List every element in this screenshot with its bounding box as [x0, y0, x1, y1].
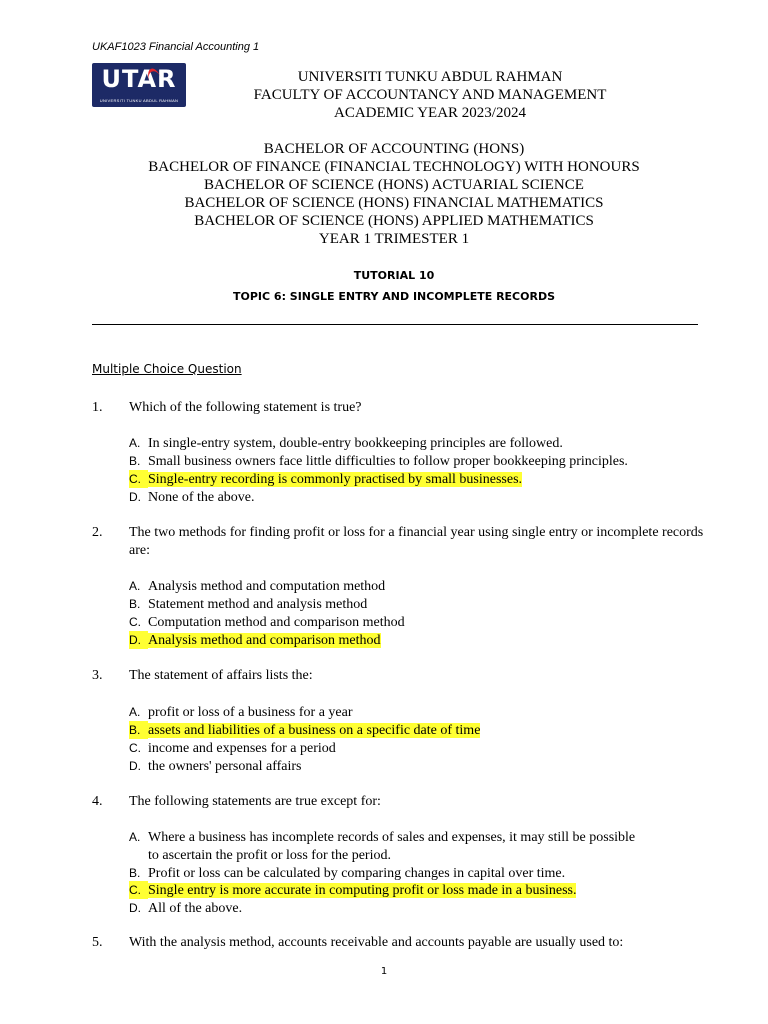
academic-year: ACADEMIC YEAR 2023/2024 [334, 105, 526, 121]
option-text: Analysis method and computation method [148, 579, 386, 594]
answer-option [129, 488, 704, 507]
year-trimester: YEAR 1 TRIMESTER 1 [318, 231, 470, 247]
option-text: Statement method and analysis method [148, 597, 368, 612]
programme-line: BACHELOR OF SCIENCE (HONS) ACTUARIAL SCIENCE [204, 177, 584, 193]
tutorial-title: TUTORIAL 10 [353, 269, 435, 282]
option-text: None of the above. [148, 490, 255, 505]
option-letter: A. [129, 436, 141, 450]
answer-option [129, 452, 704, 471]
answer-option [129, 899, 704, 918]
option-text: income and expenses for a period [148, 741, 336, 756]
option-text: Profit or loss can be calculated by comparing changes in capital over time. [148, 866, 566, 881]
question-number: 3. [92, 668, 103, 683]
logo-text: UTAR [101, 65, 177, 93]
programme-line: BACHELOR OF FINANCE (FINANCIAL TECHNOLOGY) WITH HONOURS [148, 159, 640, 175]
answer-option-highlighted [129, 470, 704, 489]
option-text: Single entry is more accurate in computing profit or loss made in a business. [148, 883, 577, 898]
question-text: The statement of affairs lists the: [129, 668, 313, 683]
option-letter: C. [129, 741, 141, 755]
option-letter: D. [129, 490, 141, 504]
option-text: Computation method and comparison method [148, 615, 405, 630]
answer-option [129, 577, 704, 596]
question-text: With the analysis method, accounts receivable and accounts payable are usually used to: [129, 935, 624, 950]
question-text: The following statements are true except for: [129, 794, 381, 809]
option-letter: A. [129, 830, 141, 844]
option-letter: D. [129, 631, 148, 649]
option-letter: B. [129, 597, 141, 611]
answer-option [129, 828, 704, 865]
option-letter: C. [129, 615, 141, 629]
programme-line: BACHELOR OF SCIENCE (HONS) APPLIED MATHEMATICS [194, 213, 594, 229]
answer-option [129, 739, 704, 758]
answer-option [129, 595, 704, 614]
logo-subtext: UNIVERSITI TUNKU ABDUL RAHMAN [99, 98, 179, 103]
answer-option [129, 434, 704, 453]
answer-option [129, 613, 704, 632]
option-text: Single-entry recording is commonly practised by small businesses. [148, 472, 523, 487]
answer-option [129, 757, 704, 776]
option-letter: D. [129, 901, 141, 915]
option-letter: A. [129, 705, 141, 719]
option-text: In single-entry system, double-entry bookkeeping principles are followed. [148, 436, 563, 451]
option-letter: A. [129, 579, 141, 593]
section-heading: Multiple Choice Question [92, 362, 242, 376]
answer-option-highlighted [129, 881, 704, 900]
question-number: 4. [92, 794, 103, 809]
course-code: UKAF1023 Financial Accounting 1 [92, 41, 260, 53]
option-text: Where a business has incomplete records of sales and expenses, it may still be possible [148, 830, 636, 845]
answer-option-highlighted [129, 631, 704, 650]
option-text: profit or loss of a business for a year [148, 705, 353, 720]
answer-option-highlighted [129, 721, 704, 740]
option-text: Analysis method and comparison method [148, 633, 381, 648]
institution-name: UNIVERSITI TUNKU ABDUL RAHMAN [297, 69, 563, 85]
answer-option [129, 703, 704, 722]
option-letter: B. [129, 721, 148, 739]
option-letter: C. [129, 881, 148, 899]
university-logo [92, 63, 186, 107]
faculty-name: FACULTY OF ACCOUNTANCY AND MANAGEMENT [253, 87, 607, 103]
question-text: Which of the following statement is true? [129, 400, 362, 415]
option-letter: B. [129, 454, 141, 468]
option-text-continued: to ascertain the profit or loss for the period. [148, 848, 391, 863]
question-number: 5. [92, 935, 103, 950]
question-number: 2. [92, 525, 103, 540]
topic-title: TOPIC 6: SINGLE ENTRY AND INCOMPLETE RECORDS [233, 290, 555, 303]
option-text: the owners' personal affairs [148, 759, 302, 774]
divider [92, 324, 698, 325]
option-text: Small business owners face little difficulties to follow proper bookkeeping principles. [148, 454, 628, 469]
option-letter: C. [129, 470, 148, 488]
option-text: assets and liabilities of a business on a specific date of time [148, 723, 481, 738]
option-letter: B. [129, 866, 141, 880]
question-text: The two methods for finding profit or loss for a financial year using single entry or incomplete records are: [129, 525, 704, 558]
programme-line: BACHELOR OF ACCOUNTING (HONS) [263, 141, 525, 157]
programme-line: BACHELOR OF SCIENCE (HONS) FINANCIAL MATHEMATICS [184, 195, 604, 211]
option-letter: D. [129, 759, 141, 773]
option-text: All of the above. [148, 901, 243, 916]
page-number: 1 [380, 966, 388, 977]
question-number: 1. [92, 400, 103, 415]
